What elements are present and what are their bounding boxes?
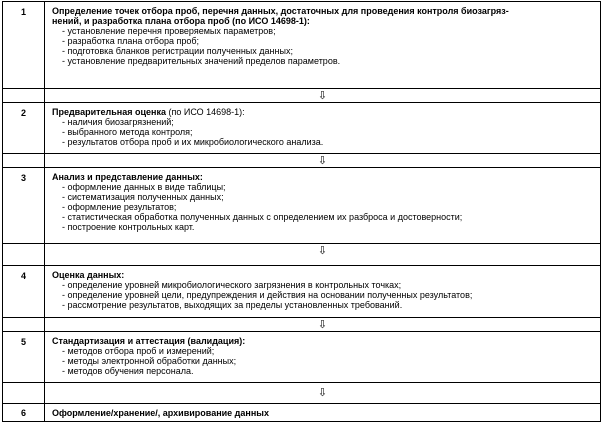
step-row-3 <box>3 168 600 244</box>
step-number: 1 <box>21 7 27 17</box>
list-item: - установление предварительных значений пределов параметров. <box>62 56 341 66</box>
step-items <box>52 280 594 310</box>
step-row-4 <box>3 266 600 318</box>
step-number-cell <box>3 168 45 243</box>
arrow-row <box>3 89 600 103</box>
down-arrow-icon: ⇩ <box>317 155 328 167</box>
list-item: - оформление данных в виде таблицы; <box>62 182 226 192</box>
list-item: - методов отбора проб и измерений; <box>62 346 215 356</box>
step-title: Оценка данных: <box>52 270 125 280</box>
list-item: - методы электронной обработки данных; <box>62 356 237 366</box>
list-item: - определение уровней микробиологического загрязнения в контрольных точках; <box>62 280 402 290</box>
list-item: - оформление результатов; <box>62 202 177 212</box>
step-title: Предварительная оценка (по ИСО 14698-1): <box>52 107 245 117</box>
list-item: - рассмотрение результатов, выходящих за пределы установленных требований. <box>62 300 403 310</box>
process-table <box>2 1 601 422</box>
step-row-2 <box>3 103 600 154</box>
list-item: - выбранного метода контроля; <box>62 127 193 137</box>
step-number-cell <box>3 404 45 421</box>
list-item: - построение контрольных карт. <box>62 222 195 232</box>
step-number: 3 <box>21 173 27 183</box>
arrow-row <box>3 154 600 168</box>
list-item: - определение уровней цели, предупреждения и действия на основании полученных результатов; <box>62 290 473 300</box>
list-item: - результатов отбора проб и их микробиологического анализа. <box>62 137 324 147</box>
down-arrow-icon: ⇩ <box>317 387 328 399</box>
step-title: Оформление/хранение/, архивирование данных <box>52 408 269 418</box>
step-content <box>52 107 594 147</box>
arrow-row <box>3 383 600 404</box>
down-arrow-icon: ⇩ <box>317 245 328 257</box>
step-items <box>52 182 594 232</box>
down-arrow-icon: ⇩ <box>317 319 328 331</box>
list-item: - установление перечня проверяемых параметров; <box>62 26 276 36</box>
step-title: Стандартизация и аттестация (валидация): <box>52 336 246 346</box>
step-number: 4 <box>21 271 27 281</box>
list-item: - методов обучения персонала. <box>62 366 194 376</box>
list-item: - систематизация полученных данных; <box>62 192 224 202</box>
step-items <box>52 26 594 66</box>
list-item: - разработка плана отбора проб; <box>62 36 200 46</box>
step-number-cell <box>3 266 45 317</box>
step-number: 2 <box>21 108 27 118</box>
step-row-5 <box>3 332 600 383</box>
list-item: - наличия биозагрязнений; <box>62 117 174 127</box>
step-content <box>52 408 594 418</box>
step-title: Анализ и представление данных: <box>52 172 203 182</box>
step-number: 5 <box>21 337 27 347</box>
step-content <box>52 270 594 310</box>
step-content <box>52 172 594 232</box>
step-number-cell <box>3 332 45 382</box>
step-items <box>52 117 594 147</box>
step-number-cell <box>3 2 45 88</box>
step-number: 6 <box>21 408 27 418</box>
step-content <box>52 336 594 376</box>
step-row-1 <box>3 2 600 89</box>
arrow-row <box>3 244 600 266</box>
step-title: Определение точек отбора проб, перечня данных, достаточных для проведения контроля биозагряз- нений, и разработка плана отбора проб (по ИСО 14698-1): <box>52 6 509 26</box>
arrow-row <box>3 318 600 332</box>
step-number-cell <box>3 103 45 153</box>
step-row-6 <box>3 404 600 421</box>
down-arrow-icon: ⇩ <box>317 90 328 102</box>
list-item: - подготовка бланков регистрации полученных данных; <box>62 46 293 56</box>
step-items <box>52 346 594 376</box>
list-item: - статистическая обработка полученных данных с определением их разброса и достоверности; <box>62 212 463 222</box>
step-content <box>52 6 594 66</box>
